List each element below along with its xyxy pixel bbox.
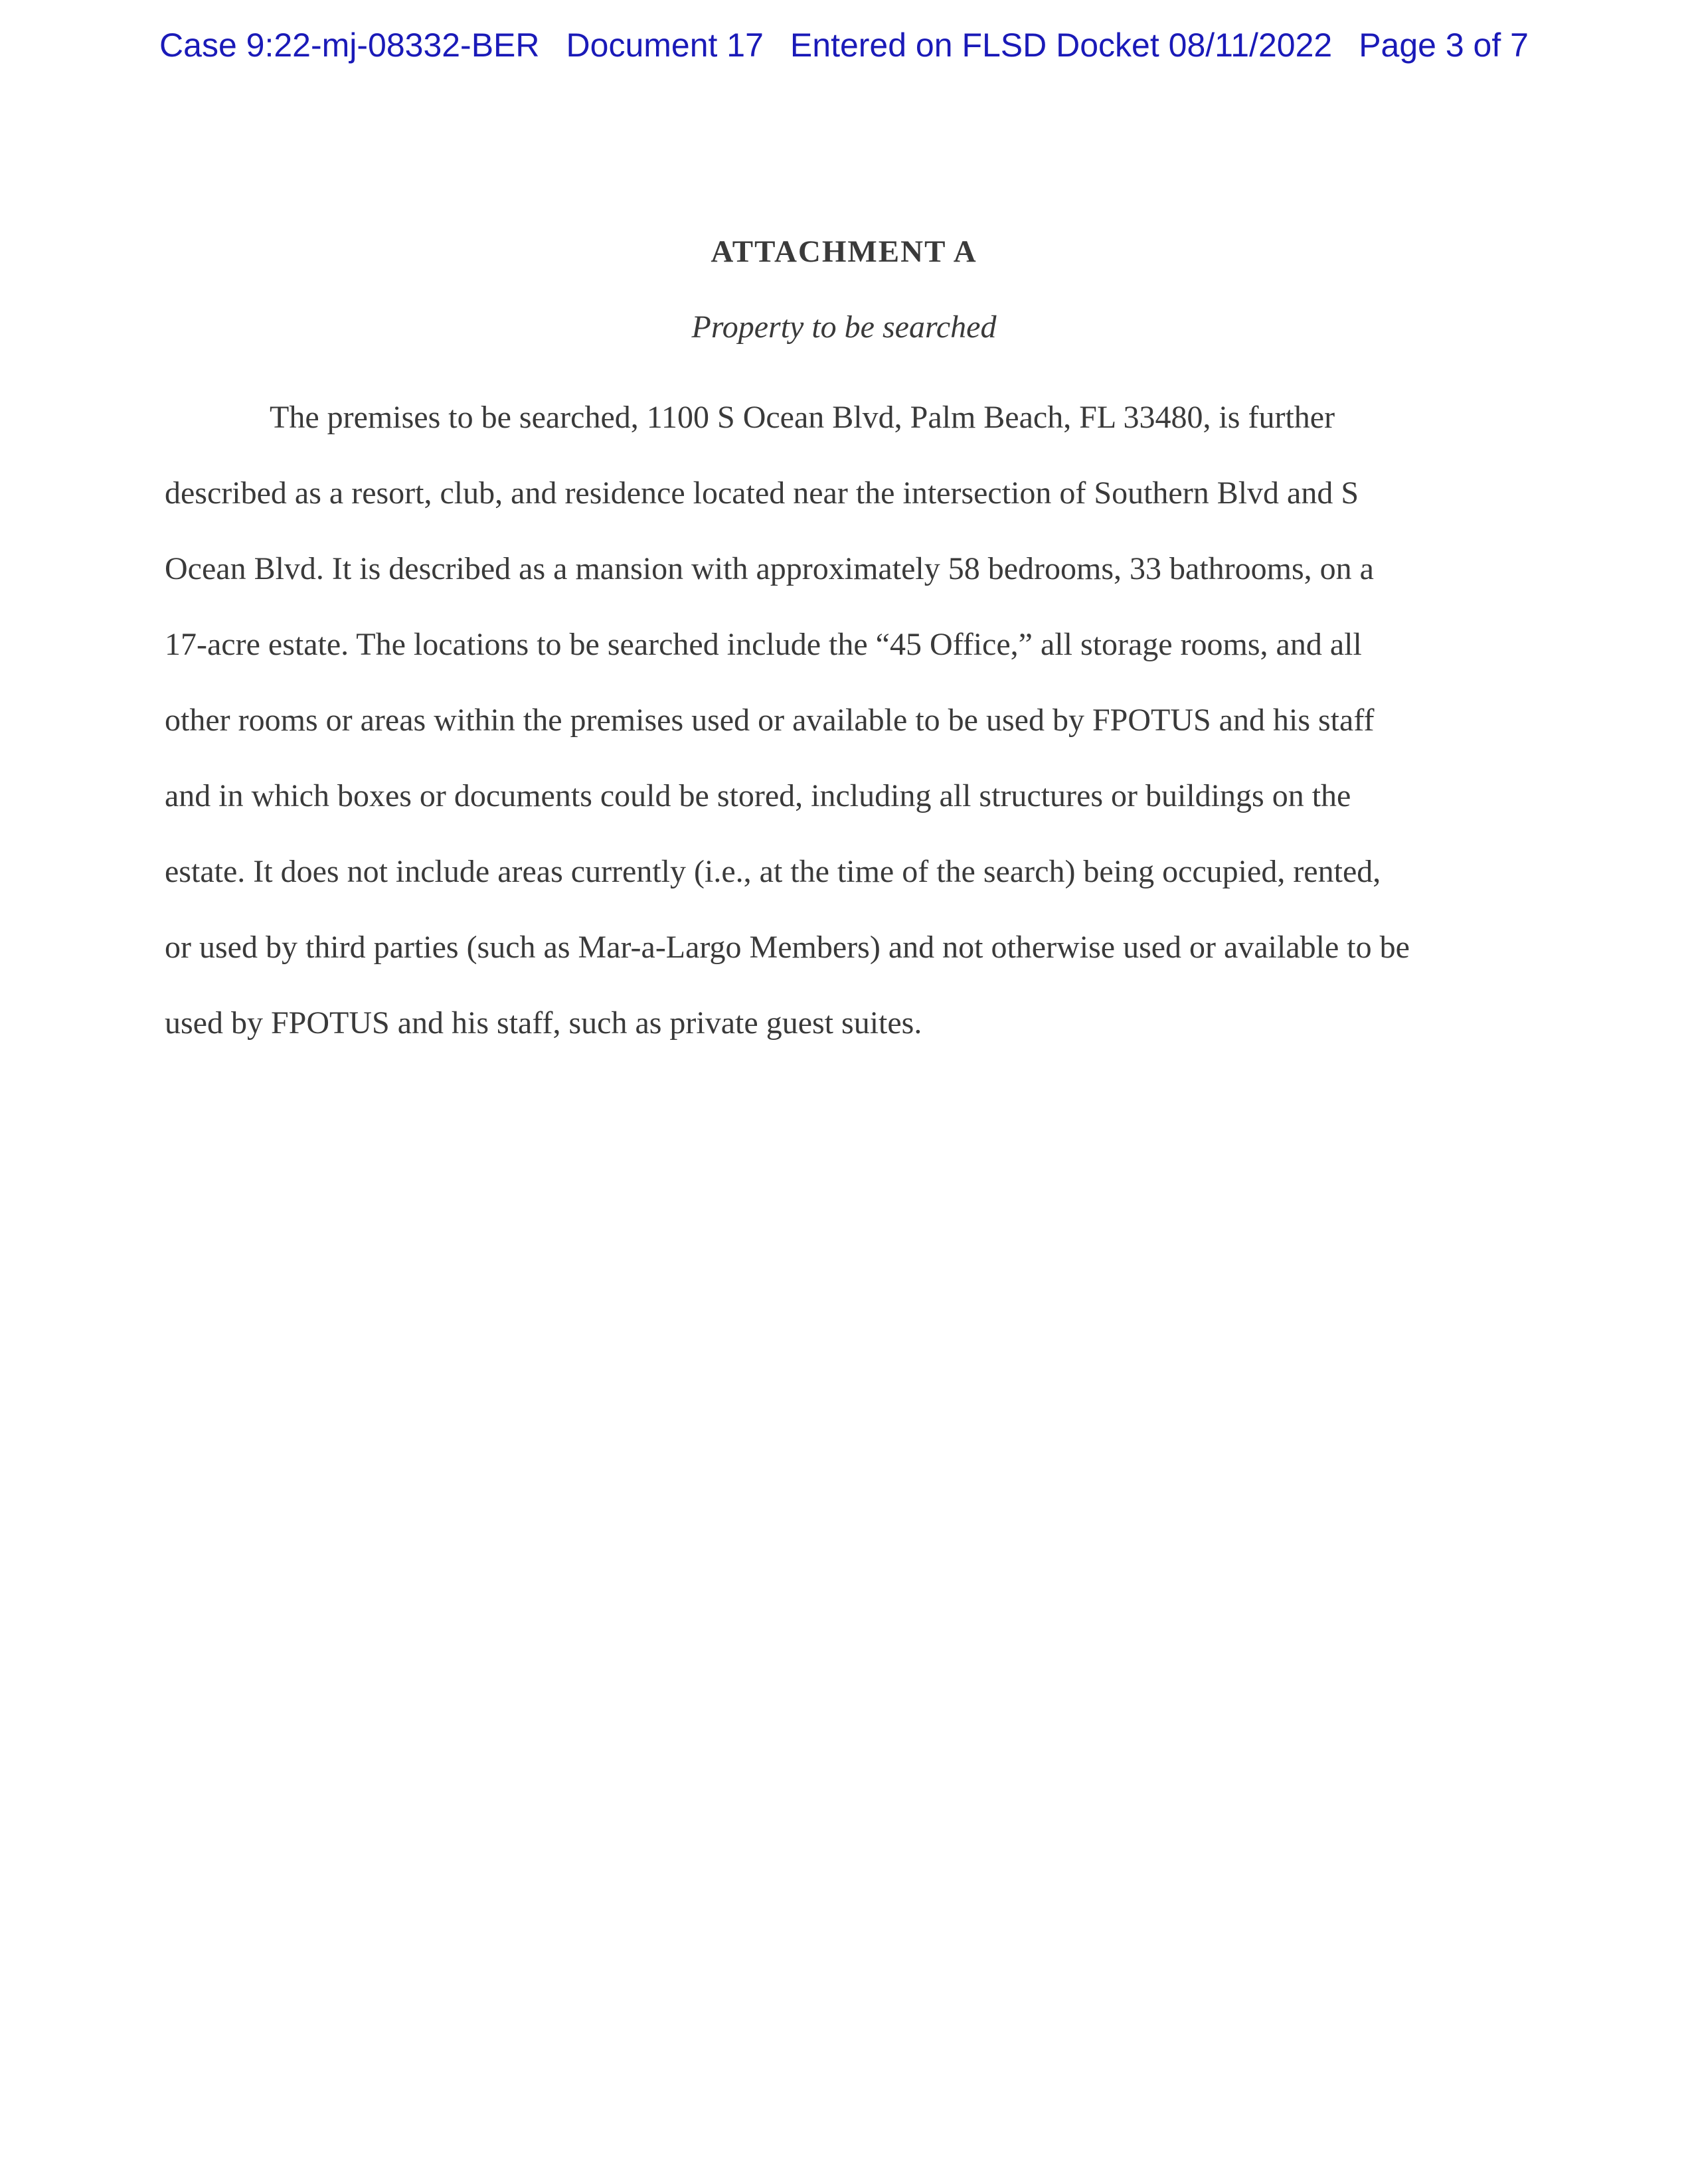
attachment-subtitle: Property to be searched [691,309,997,345]
document-number: Document 17 [566,27,764,64]
paragraph-line: used by FPOTUS and his staff, such as private guest suites. [165,1005,922,1041]
paragraph-line: other rooms or areas within the premises used or available to be used by FPOTUS and his staff [165,703,1375,738]
case-number: Case 9:22-mj-08332-BER [159,27,540,64]
docket-header [0,25,1688,65]
paragraph-line: described as a resort, club, and residence located near the intersection of Southern Blvd and S [165,475,1359,511]
page-number: Page 3 of 7 [1359,27,1529,64]
paragraph-line: or used by third parties (such as Mar-a-Largo Members) and not otherwise used or available to be [165,930,1410,965]
attachment-title: ATTACHMENT A [711,234,977,269]
paragraph-line: estate. It does not include areas currently (i.e., at the time of the search) being occupied, rented, [165,854,1381,889]
paragraph-line: and in which boxes or documents could be stored, including all structures or buildings on the [165,778,1351,813]
property-description [165,380,1539,1061]
paragraph-line: 17-acre estate. The locations to be searched include the “45 Office,” all storage rooms, and all [165,627,1362,662]
docket-entry-date: Entered on FLSD Docket 08/11/2022 [790,27,1333,64]
paragraph-line: Ocean Blvd. It is described as a mansion with approximately 58 bedrooms, 33 bathrooms, on a [165,551,1374,586]
paragraph-line: The premises to be searched, 1100 S Ocean Blvd, Palm Beach, FL 33480, is further [270,400,1335,435]
